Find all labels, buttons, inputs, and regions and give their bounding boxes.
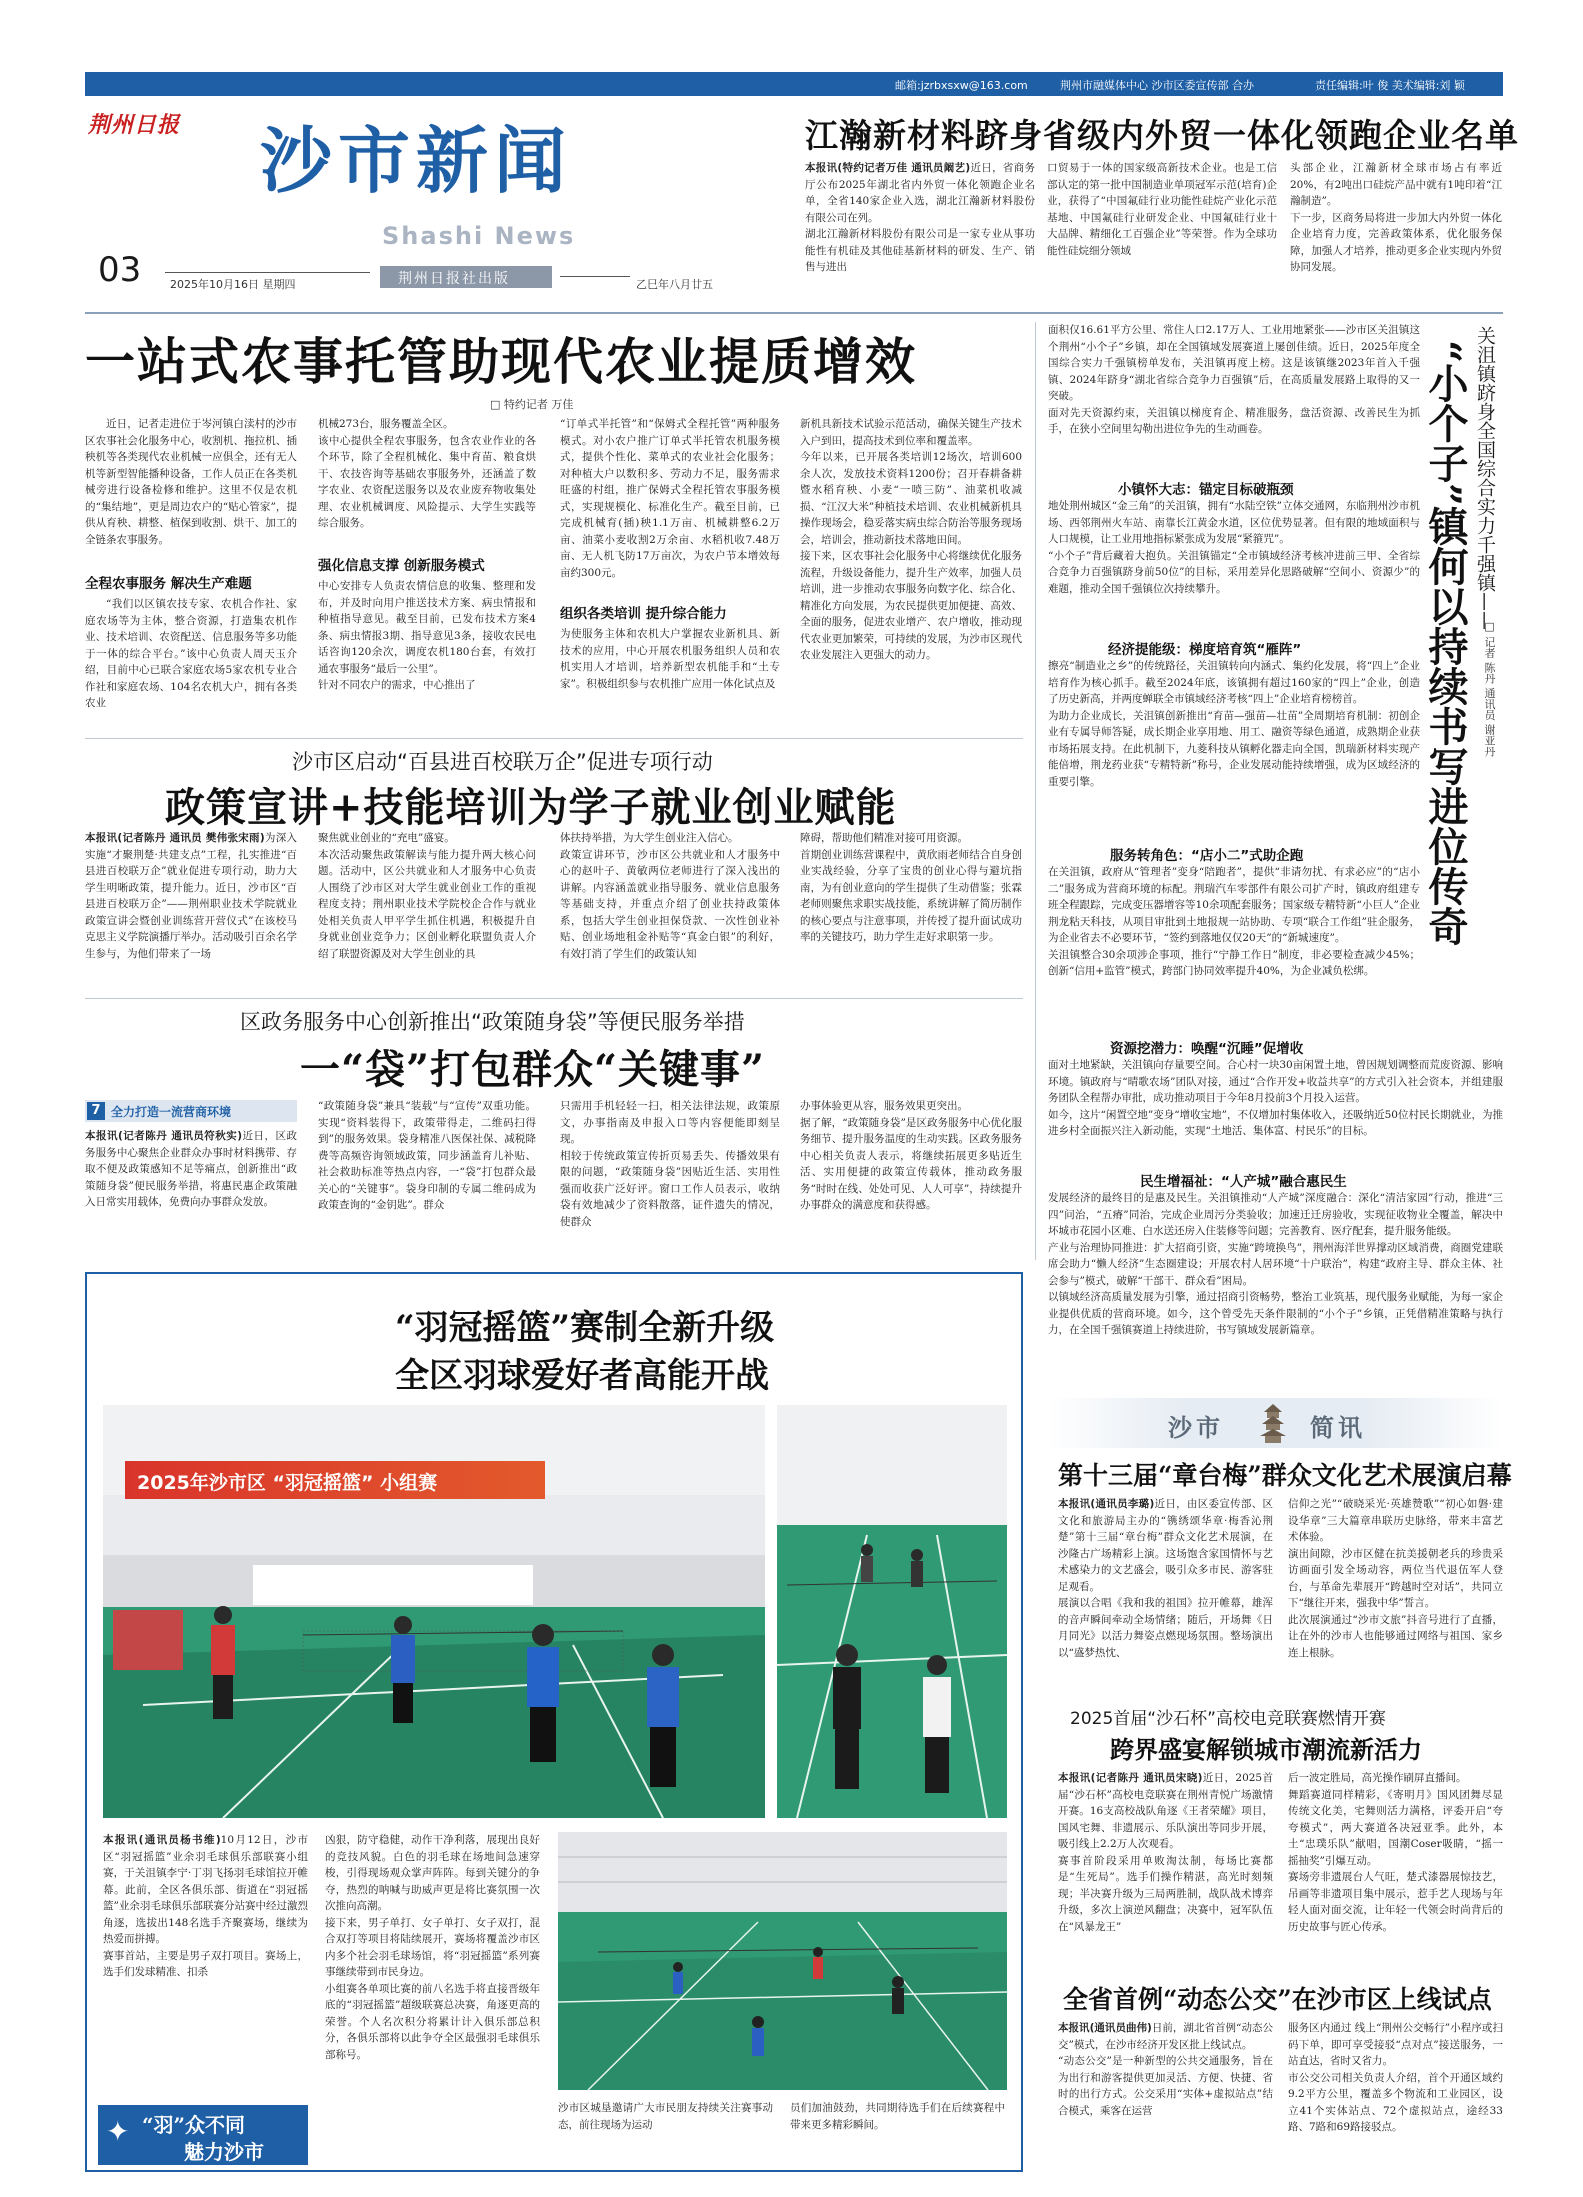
- story1-byline: □ 特约记者 万佳: [490, 398, 574, 411]
- badminton-title-1: “羽冠摇篮”赛制全新升级: [395, 1308, 775, 1348]
- badminton-logo: [98, 2105, 308, 2165]
- top-story-col2: 口贸易于一体的国家级高新技术企业。也是工信部认定的第一批中国制造业单项冠军示范(培育)企业，获得了“中国氟硅行业功能性硅烷产业化示范基地、中国氟硅行业研发企业、中国氟硅行业十大品牌、精细化工百强企业”等荣誉。作为全球功能性硅烷细分领域: [1047, 162, 1277, 257]
- brief1-col1: [1058, 1496, 1273, 1696]
- brief3-lead: 本报讯: [1058, 2022, 1090, 2034]
- badminton-byline: (通讯员杨书维): [138, 1834, 221, 1846]
- story1-sub1: 全程农事服务 解决生产难题: [85, 576, 252, 592]
- brief2-title: 跨界盛宴解锁城市潮流新活力: [1110, 1735, 1422, 1764]
- hall-banner-text: 2025年沙市区 “羽冠摇篮” 小组赛: [137, 1472, 438, 1494]
- badminton-caption-1: 沙市区城垦邀请广大市民朋友持续关注赛事动态，前往现场为运动: [558, 2102, 773, 2131]
- story3-text1: 近日，区政务服务中心聚焦企业群众办事时材料携带、存取不便及政策感知不足等痛点，创新推出“政策随身袋”便民服务举措，将惠民惠企政策融入日常实用载体，免费向办事群众发放。: [85, 1130, 297, 1208]
- badminton-caption-2: 员们加油鼓劲，共同期待选手们在后续赛程中带来更多精彩瞬间。: [790, 2102, 1005, 2131]
- rule-top: [85, 312, 1503, 314]
- rule-story3: [85, 998, 1023, 999]
- section-title: 沙市新闻: [260, 118, 573, 203]
- story3-title: 一“袋”打包群众“关键事”: [300, 1046, 766, 1093]
- story1-text2b: 中心安排专人负责农情信息的收集、整理和发布，并及时向用户推送技术方案、病虫情报和种植指导意见。截至目前，已发布技术方案4条、病虫情报3期、指导意见3条，接收农民电话咨询120余次，调度农机180台套，有效打通农事服务“最后一公里”。 针对不同农户的需求，中心推出了: [318, 580, 536, 691]
- badminton-players-scene: [777, 1405, 1007, 1818]
- rule-sidebar-left: [1035, 322, 1036, 1260]
- badminton-photo-wide: [558, 1832, 1007, 2090]
- story1-col4: 新机具新技术试验示范活动，确保关键生产技术入户到田，提高技术到位率和覆盖率。 今年以来，已开展各类培训12场次，培训600余人次，发放技术资料1200份；召开春耕备耕暨水稻育秧、小麦“一喷三防”、油菜机收减损、“江汉大米”种植技术培训、农业机械新机具操作现场会，稳妥落实病虫综合防治等服务现场会，培训会，推动新技术落地田间。 接下来，区农事社会化服务中心将继续优化服务流程，升级设备能力，提升生产效率，加强人员培训，进一步推动农事服务向数字化、综合化、精准化方向发展，为农民提供更加便捷、高效、全面的服务，促进农业增产、农户增收，推动现代农业更加繁荣，可持续的发展，为沙市区现代农业发展注入更强大的动力。: [800, 418, 1022, 661]
- story2-text1: 为深入实施“才聚荆楚·共建支点”工程，扎实推进“百县进百校联万企”就业促进专项行动，助力大学生明晰政策，提升能力。近日，沙市区“百县进百校联万企”——荆州职业技术学院就业政策宣讲会暨创业训练营开营仪式”在该校马克思主义学院演播厅举办。活动吸引百余名学生参与，为他们带来了一场: [85, 832, 297, 960]
- sidebar-text6: 发展经济的最终目的是惠及民生。关沮镇推动“人产城”深度融合：深化“清洁家园”行动，推进“三四”问治，“五瘠”同治，完成企业周污分类验收；加速迁迁房验收，实现征收物业全覆盖，解决中坏城市花园小区难、白水送还房入住装修等问题；完善教育、医疗配套，提升服务能级。 产业与治理协同推进：扩大招商引资，实施“跨境换鸟”，荆州海洋世界撑动区域消费，商圈党建联席会助力“懒人经济”生态圈建设；开展农村人居环境“十户联治”，构建“政府主导、群众主体、社会参与”模式，破解“干部干、群众看”困局。 以镇域经济高质量发展为引擎，通过招商引资畅势，整治工业筑基，现代服务业赋能，为每一家企业提供优质的营商环境。如今，这个曾受先天条件限制的“小个子”乡镇，正凭借精准策略与执行力，在全国千强镇赛道上持续进阶，书写镇域发展新篇章。: [1048, 1192, 1503, 1336]
- sidebar-sub2: 经济提能级：梯度培育筑“雁阵”: [1108, 642, 1302, 658]
- story3-kicker: 区政务服务中心创新推出“政策随身袋”等便民服务举措: [240, 1010, 745, 1034]
- badminton-wide-scene: [558, 1832, 1007, 2090]
- issue-date: 2025年10月16日 星期四: [170, 278, 296, 291]
- top-story-text1: 近日，省商务厅公布2025年湖北省内外贸一体化领跑企业名单，全省140家企业入选，湖北江瀚新材料股份有限公司在列。 湖北江瀚新材料股份有限公司是一家专业从事功能性有机硅及其他硅基新材料的研发、生产、销售与进出: [805, 162, 1035, 273]
- badminton-title-2: 全区羽球爱好者高能开战: [395, 1356, 769, 1396]
- story2-byline: (记者陈丹 通讯员 樊伟张宋雨): [117, 832, 265, 844]
- sidebar-sub3: 服务转角色：“店小二”式助企跑: [1110, 848, 1304, 864]
- story2-kicker: 沙市区启动“百县进百校联万企”促进专项行动: [292, 750, 713, 774]
- brief3-title: 全省首例“动态公交”在沙市区上线试点: [1063, 1985, 1492, 2014]
- story3-badge: [85, 1100, 297, 1122]
- pagoda-icon: [1258, 1402, 1288, 1444]
- top-story-title: 江瀚新材料跻身省级内外贸一体化领跑企业名单: [805, 116, 1519, 155]
- story1-text1: 近日，记者走进位于岑河镇白渎村的沙市区农事社会化服务中心，收割机、拖拉机、插秧机等各类现代农业机械一应俱全，还有无人机等新型智能播种设备，工作人员正在各类机械旁进行设备检修和维护。这里不仅是农机的“集结地”，更是周边农户的“贴心管家”，提供从育秧、耕整、植保到收割、烘干、加工的全链条农事服务。: [85, 418, 297, 546]
- badge-icon: 7: [87, 1102, 105, 1120]
- story3-byline: (记者陈丹 通讯员符秋实): [117, 1130, 243, 1142]
- story3-col1: [85, 1128, 297, 1258]
- sidebar-text2: 地处荆州城区“金三角”的关沮镇，拥有“水陆空铁”立体交通网，东临荆州沙市机场、西邻荆州火车站、南靠长江黄金水道，区位优势显著。但有限的地域面积与人口规模，让工业用地指标紧张成为发展“紧箍咒”。 “小个子”背后藏着大抱负。关沮镇锚定“全市镇域经济考核冲进前三甲、全省综合竞争力百强镇跻身前50位”的目标，采用差异化思路破解“空间小、资源少”的难题，推动全国千强镇位次持续攀升。: [1048, 500, 1420, 595]
- top-story-col3: 头部企业，江瀚新材全球市场占有率近20%，有2吨出口硅烷产品中就有1吨印着“江瀚制造”。 下一步，区商务局将进一步加大内外贸一体化企业培育力度，完善政策体系，优化服务保障，加强人才培养，推动更多企业实现内外贸协同发展。: [1290, 162, 1502, 273]
- logo-line2: 魅力沙市: [184, 2140, 264, 2164]
- story3-lead: 本报讯: [85, 1130, 118, 1142]
- story3-col2: “政策随身袋”兼具“装载”与“宣传”双重功能。实现“资料装得下，政策带得走，二维码扫得到”的服务效果。袋身精准八医保社保、减税降费等高频咨询领域政策，同步涵盖育儿补贴、社会救助标准等热点内容，一“袋”打包群众最关心的“关键事”。袋身印制的专属二维码成为政策查询的“金钥匙”。群众: [318, 1100, 536, 1211]
- badge-text: 全力打造一流营商环境: [111, 1105, 232, 1119]
- top-story-col1: [805, 160, 1035, 300]
- masthead-bar: [85, 72, 1503, 96]
- lunar-date: 乙巳年八月廿五: [636, 278, 713, 291]
- brief2-byline: (记者陈丹 通讯员宋晓): [1090, 1772, 1203, 1784]
- page-number: 03: [98, 250, 142, 290]
- shuttlecock-icon: ✦: [106, 2115, 130, 2148]
- brief2-lead: 本报讯: [1058, 1772, 1091, 1784]
- sidebar-intro: 面积仅16.61平方公里、常住人口2.17万人、工业用地紧张——沙市区关沮镇这个荆州“小个子”乡镇，却在全国镇域发展赛道上屡创佳绩。近日，2025年度全国综合实力千强镇榜单发布，关沮镇再度上榜。这是该镇继2023年首入千强镇、2024年跻身“湖北省综合竞争力百强镇”后，在高质量发展路上取得的又一突破。 面对先天资源约束，关沮镇以梯度育企、精准服务，盘活资源、改善民生为抓手，在狭小空间里勾勒出进位争先的生动画卷。: [1048, 324, 1420, 435]
- badminton-photo-hall: [103, 1405, 765, 1818]
- paper-logo: 荆州日报: [88, 112, 181, 138]
- story2-lead: 本报讯: [85, 832, 118, 844]
- story1-sub3: 组织各类培训 提升综合能力: [560, 606, 727, 622]
- brief3-text1: 日前，湖北省首例“动态公交”模式，在沙市经济开发区批上线试点。 “动态公交”是一种新型的公共交通服务，旨在为出行和游客提供更加灵活、方便、快捷、省时的出行方式。公交采用“实体+虚拟站点”结合模式，乘客在运营: [1058, 2022, 1273, 2117]
- lunar-rule: [560, 276, 630, 277]
- brief2-kicker: 2025首届“沙石杯”高校电竞联赛燃情开赛: [1070, 1709, 1386, 1729]
- brief2-text1: 近日，2025首届“沙石杯”高校电竞联赛在荆州青悦广场激情开赛。16支高校战队角逐《王者荣耀》项目，国风宅舞、非遗展示、乐队演出等同步开展，吸引线上2.2万人次观看。 赛事首阶段采用单败淘汰制，每场比赛都是“生死局”。选手们操作精湛，高光时刻频现；半决赛升级为三局两胜制，战队战术博弈升级，多次上演逆风翻盘；决赛中，冠军队伍在“风暴龙王”: [1058, 1772, 1273, 1933]
- top-story-byline: (特约记者万佳 通讯员阚艺): [837, 162, 971, 174]
- briefs-header-right: 简讯: [1310, 1413, 1366, 1442]
- brief1-col2: 信仰之光”“破晓采光·英雄赞歌”“初心如磐·建设华章”三大篇章串联历史脉络，带来丰富艺术体验。 演出间隙，沙市区健在抗美援朝老兵的珍贵采访画面引发全场动容，两位当代退伍军人登台，与革命先辈展开“跨越时空对话”，共同立下“继往开来，强我中华”誓言。 此次展演通过“沙市文旅”抖音号进行了直播，让在外的沙市人也能够通过网络与祖国、家乡连上根脉。: [1288, 1498, 1503, 1659]
- brief1-title: 第十三届“章台梅”群众文化艺术展演启幕: [1058, 1461, 1512, 1490]
- story1-text3: “订单式半托管”和“保姆式全程托管”两种服务模式。对小农户推广订单式半托管农机服务模式，提供个性化、菜单式的农业社会化服务；对种植大户以数积多、劳动力不足，服务需求旺盛的村组，推广保姆式全程托管农事服务模式，实现规模化、标准化生产。截至目前，已完成机械育(插)秧1.1万亩、机械耕整6.2万亩、油菜小麦收割2万余亩、水稻机收7.48万亩、无人机飞防17万亩次，为农户节本增效每亩约300元。: [560, 418, 780, 579]
- sidebar-text3: 擦亮“制造业之乡”的传统路径，关沮镇转向内涵式、集约化发展，将“四上”企业培育作为核心抓手。截至2024年底，该镇拥有超过160家的“四上”企业，创造了历史新高，并两度蝉联全市镇域经济考核“四上”企业培育榜榜首。 为助力企业成长，关沮镇创新推出“育苗—强苗—壮苗”全周期培育机制：初创企业有专属导师答疑，成长期企业享用地、用工、融资等绿色通道，成熟期企业获市场拓展支持。在此机制下，九菱科技从镇孵化器走向全国，凯瑞新材料实现产能倍增，荆龙药业获“专精特新”称号，企业发展动能持续增强，成为区域经济的重要引擎。: [1048, 660, 1420, 788]
- story2-col4: 障碍，帮助他们精准对接可用资源。 首期创业训练营课程中，黄欣雨老师结合自身创业实战经验，分享了宝贵的创业心得与避坑指南，为有创业意向的学生提供了生动借鉴；张霖老师则聚焦求职实战技能，系统讲解了简历制作的核心要点与注意事项，并传授了提升面试成功率的关键技巧，助力学生走好求职第一步。: [800, 832, 1022, 943]
- story1-title: 一站式农事托管助现代农业提质增效: [85, 332, 917, 391]
- badminton-col1: [103, 1832, 308, 2097]
- sidebar-sub1: 小镇怀大志：锚定目标破瓶颈: [1118, 482, 1294, 498]
- rule-story2: [85, 738, 1023, 739]
- brief1-text1: 近日，由区委宣传部、区文化和旅游局主办的“镌绣颂华章·梅香沁荆楚”第十三届“章台梅”群众文化艺术展演，在沙隆古广场精彩上演。这场饱含家国情怀与艺术感染力的文艺盛会，吸引众多市民、游客驻足观看。 展演以合唱《我和我的祖国》拉开帷幕，雄浑的音声瞬间牵动全场情绪；随后，开场舞《日月同光》以活力舞姿点燃现场氛围。整场演出以“盛梦热忱、: [1058, 1498, 1273, 1659]
- brief1-lead: 本报讯: [1058, 1498, 1091, 1510]
- story2-col2: 聚焦就业创业的“充电”盛宴。 本次活动聚焦政策解读与能力提升两大核心问题。活动中，区公共就业和人才服务中心负责人围绕了沙市区对大学生就业创业工作的重视程度支持；荆州职业技术学院校企合作与就业处相关负责人甲平学生抓住机遇，积极提升自身就业创业竞争力；区创业孵化联盟负责人介绍了联盟资源及对大学生创业的具: [318, 832, 536, 960]
- sidebar-title: “小个子”镇何以持续书写进位传奇: [1422, 340, 1469, 947]
- logo-line1: “羽”众不同: [142, 2113, 246, 2137]
- sidebar-kicker: 关沮镇跻身全国综合实力千强镇——: [1474, 326, 1496, 630]
- badminton-col2: 凶狠，防守稳健，动作干净利落，展现出良好的竞技风貌。白色的羽毛球在场地间急速穿梭，引得现场观众掌声阵阵。每到关键分的争夺，热烈的呐喊与助威声更是将比赛氛围一次次推向高潮。 接下来，男子单打、女子单打、女子双打，混合双打等项目将陆续展开，赛场将覆盖沙市区内多个社会羽毛球场馆，将“羽冠摇篮”系列赛事继续带到市民身边。 小组赛各单项比赛的前八名选手将直接晋级年底的“羽冠摇篮”超级联赛总决赛，角逐更高的荣誉。个人名次积分将累计计入俱乐部总积分，各俱乐部将以此争夺全区最强羽毛球俱乐部称号。: [325, 1834, 540, 2061]
- story1-text1b: “我们以区镇农技专家、农机合作社、家庭农场等为主体，整合资源，打造集农机作业、技术培训、农资配送、信息服务等多功能于一体的综合平台。”该中心负责人周天玉介绍，目前中心已联合家庭农场5家农机专业合作社和家庭农场、104名农机大户，拥有各类农业: [85, 598, 297, 709]
- sponsors: 荆州市融媒体中心 沙市区委宣传部 合办: [1060, 79, 1254, 92]
- publisher: 荆州日报社出版: [398, 271, 510, 287]
- badminton-photo-players: [777, 1405, 1007, 1818]
- badminton-text1: 10月12日，沙市区“羽冠摇篮”业余羽毛球俱乐部联赛小组赛，于关沮镇李宁·丁羽飞扬羽毛球馆拉开帷幕。此前，全区各俱乐部、街道在“羽冠摇篮”业余羽毛球俱乐部联赛分站赛中经过激烈角逐，选拔出148名选手齐聚赛场，继续为热爱而拼搏。 赛事首站，主要是男子双打项目。赛场上，选手们发球精准、扣杀: [103, 1834, 308, 1978]
- brief2-col2: 后一波定胜局，高光操作刷屏直播间。 舞蹈赛道同样精彩，《寄明月》国风团舞尽显传统文化美，宅舞则活力满格，评委开启“夸夸模式”，两大赛道各决冠亚季。此外，本土“忠璞乐队”献唱，国潮Coser吸睛，“摇一摇抽奖”引爆互动。 赛场旁非遗展台人气旺，楚式漆器展惊技艺，吊画等非遗项目集中展示，惹手艺人现场与年轻人面对面交流，让年轻一代领会时尚背后的历史故事与匠心传承。: [1288, 1772, 1503, 1933]
- story3-col4: 办事体验更从容，服务效果更突出。 据了解，“政策随身袋”是区政务服务中心优化服务细节、提升服务温度的生动实践。区政务服务中心相关负责人表示，将继续拓展更多贴近生活、实用便捷的政策宣传载体，推动政务服务“时时在线、处处可见、人人可享”，持续提升办事群众的满意度和获得感。: [800, 1100, 1022, 1211]
- publisher-box: [380, 266, 552, 288]
- top-story-lead: 本报讯: [805, 162, 838, 174]
- story2-col1: [85, 830, 297, 990]
- sidebar-sub4: 资源挖潜力：唤醒“沉睡”促增收: [1110, 1041, 1304, 1057]
- contact-email: 邮箱:jzrbxsxw@163.com: [895, 79, 1028, 92]
- story1-col1: [85, 416, 297, 806]
- story2-col3: 体扶持举措，为大学生创业注入信心。 政策宣讲环节，沙市区公共就业和人才服务中心的赵叶子、黄敏两位老师进行了深入浅出的讲解。内容涵盖就业指导服务、就业信息服务等基础支持，并重点介绍了创业扶持政策体系，包括大学生创业担保贷款、一次性创业补贴、创业场地租金补贴等“真金白银”的利好，有效打消了学生们的政策认知: [560, 832, 780, 960]
- story2-title: 政策宣讲+技能培训为学子就业创业赋能: [165, 784, 897, 831]
- brief1-byline: (通讯员李璐): [1090, 1498, 1155, 1510]
- brief2-col1: [1058, 1770, 1273, 1970]
- brief3-byline: (通讯员曲伟): [1089, 2022, 1152, 2034]
- sidebar-sub5: 民生增福祉：“人产城”融合惠民生: [1140, 1174, 1347, 1190]
- section-en: Shashi News: [382, 222, 576, 250]
- story3-col3: 只需用手机轻轻一扫，相关法律法规，政策原文，办事指南及申报入口等内容便能即刻呈现。 相较于传统政策宣传折页易丢失、传播效果有限的问题，“政策随身袋”因贴近生活、实用性强而收获广泛好评。窗口工作人员表示，收纳袋有效地减少了资料散落，证件遗失的情况，使群众: [560, 1100, 780, 1228]
- sidebar-text5: 面对土地紧缺，关沮镇向存量要空间。合心村一块30亩闲置土地，曾因规划调整而荒废资源、影响环境。镇政府与“晴歌农场”团队对接，通过“合作开发+收益共享”的方式引入社会资本，并组建服务团队全程帮办审批，成功推动项目于今年8月投前3个月投入运营。 如今，这片“闲置空地”变身“增收宝地”，不仅增加村集体收入，还吸纳近50位村民长期就业，为推进乡村全面振兴注入新动能，实现“土地活、集体富、村民乐”的目标。: [1048, 1059, 1503, 1137]
- editors: 责任编辑:叶 俊 美术编辑:刘 颖: [1315, 79, 1465, 92]
- briefs-header-left: 沙市: [1168, 1413, 1224, 1442]
- story1-text2: 机械273台，服务覆盖全区。 该中心提供全程农事服务，包含农业作业的各个环节，除了全程机械化、集中育苗、粮食烘干、农技咨询等基础农事服务外，还涵盖了数字农业、农资配送服务以及农业废弃物收集处理、农业机械调度、风险提示、大学生实践等综合服务。: [318, 418, 536, 529]
- story1-sub2: 强化信息支撑 创新服务模式: [318, 558, 485, 574]
- story1-text3b: 为使服务主体和农机大户掌握农业新机具、新技术的应用，中心开展农机服务组织人员和农机实用人才培训，培养新型农机能手和“土专家”。积极组织参与农机推广应用一体化试点及: [560, 628, 780, 690]
- brief3-col1: [1058, 2020, 1273, 2170]
- sidebar-byline: □ 记者 陈丹 通讯员 谢亚丹: [1483, 620, 1496, 757]
- sidebar-text4: 在关沮镇，政府从“管理者”变身“陪跑者”，提供“非请勿扰、有求必应”的“店小二”服务成为营商环境的标配。荆瑞汽车零部件有限公司扩产时，镇政府组建专班全程跟踪，完成变压器增容等10余项配套服务；国家级专精特新“小巨人”企业荆龙粘天科技，从项目审批到土地报规一站协助、专项“联合工作组”驻企服务，为企业省去不必要环节，“签约到落地仅仅20天”的“新城速度”。 关沮镇整合30余项涉企事项，推行“宁静工作日”制度，非必要检查减少45%；创新“信用+监管”模式，跨部门协同效率提升40%，为企业减负松绑。: [1048, 866, 1420, 977]
- date-rule: [165, 272, 370, 273]
- briefs-header: [1048, 1398, 1503, 1448]
- badminton-lead: 本报讯: [103, 1834, 139, 1846]
- brief3-col2: 服务区内通过 线上“荆州公交畅行”小程序或扫码下单，即可享受接驳“点对点”接送服务，一站直达，省时又省力。 市公交公司相关负责人介绍，首个开通区域约9.2平方公里，覆盖多个物流和工业园区，设立41个实体站点、72个虚拟站点，途经33路、7路和69路接驳点。: [1288, 2022, 1503, 2133]
- hall-banner: [125, 1461, 545, 1499]
